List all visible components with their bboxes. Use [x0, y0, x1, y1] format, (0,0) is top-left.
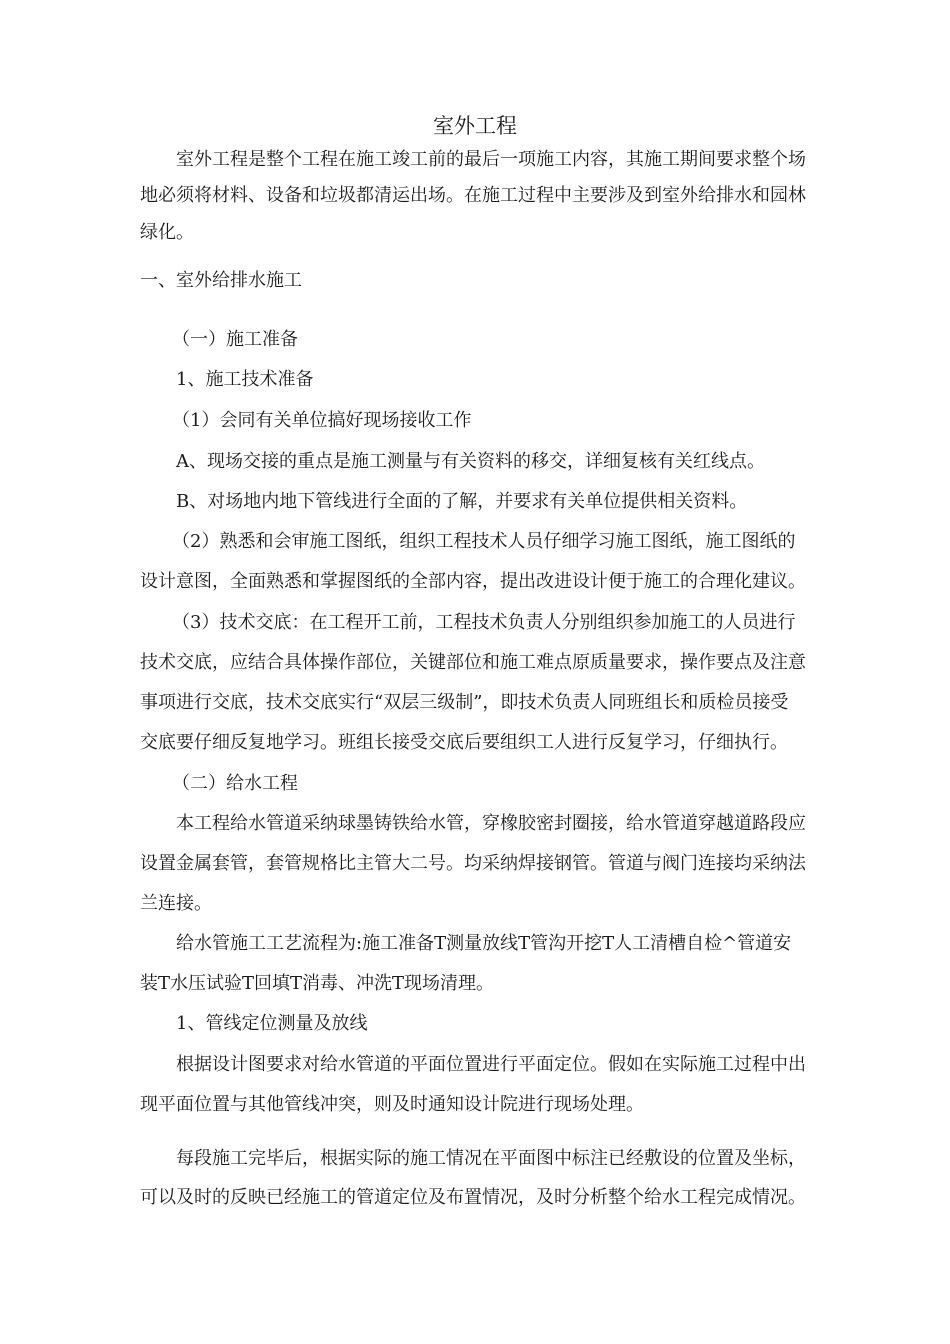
paragraph-line: 本工程给水管道采纳球墨铸铁给水管，穿橡胶密封圈接，给水管道穿越道路段应 [176, 813, 806, 834]
subsection-heading: 1、管线定位测量及放线 [176, 1013, 368, 1034]
paragraph-line: 装T水压试验T回填T消毒、冲洗T现场清理。 [140, 973, 495, 994]
paragraph-line: 根据设计图要求对给水管道的平面位置进行平面定位。假如在实际施工过程中出 [176, 1054, 806, 1075]
subsection-heading: （一）施工准备 [172, 329, 298, 350]
subsection-heading: （二）给水工程 [172, 773, 298, 794]
paragraph-line: 绿化。 [140, 222, 194, 243]
subsection-heading: 1、施工技术准备 [176, 369, 314, 390]
paragraph-line: 可以及时的反映已经施工的管道定位及布置情况，及时分析整个给水工程完成情况。 [140, 1187, 806, 1208]
paragraph-line: （1）会同有关单位搞好现场接收工作 [172, 410, 472, 431]
paragraph-line: A、现场交接的重点是施工测量与有关资料的移交，详细复核有关红线点。 [176, 451, 765, 472]
paragraph-line: 设计意图，全面熟悉和掌握图纸的全部内容，提出改进设计便于施工的合理化建议。 [140, 571, 806, 592]
paragraph-line: 现平面位置与其他管线冲突，则及时通知设计院进行现场处理。 [140, 1094, 644, 1115]
paragraph-line: B、对场地内地下管线进行全面的了解，并要求有关单位提供相关资料。 [176, 491, 748, 512]
paragraph-line: （3）技术交底：在工程开工前，工程技术负责人分别组织参加施工的人员进行 [172, 612, 796, 633]
paragraph-line: 事项进行交底，技术交底实行“双层三级制”，即技术负责人同班组长和质检员接受 [140, 692, 789, 713]
paragraph-line: 每段施工完毕后，根据实际的施工情况在平面图中标注已经敷设的位置及坐标， [176, 1148, 806, 1169]
paragraph-line: 技术交底，应结合具体操作部位，关键部位和施工难点原质量要求，操作要点及注意 [140, 652, 806, 673]
paragraph-line: 设置金属套管，套管规格比主管大二号。均采纳焊接钢管。管道与阀门连接均采纳法 [140, 853, 806, 874]
paragraph-line: 兰连接。 [140, 893, 212, 914]
paragraph-line: 室外工程是整个工程在施工竣工前的最后一项施工内容，其施工期间要求整个场 [176, 149, 806, 170]
paragraph-line: 给水管施工工艺流程为:施工准备T测量放线T管沟开挖T人工清槽自检^管道安 [176, 933, 792, 954]
paragraph-line: 交底要仔细反复地学习。班组长接受交底后要组织工人进行反复学习，仔细执行。 [140, 732, 788, 753]
section-heading: 一、室外给排水施工 [140, 270, 302, 291]
paragraph-line: （2）熟悉和会审施工图纸，组织工程技术人员仔细学习施工图纸，施工图纸的 [172, 531, 796, 552]
paragraph-line: 地必须将材料、设备和垃圾都清运出场。在施工过程中主要涉及到室外给排水和园林 [140, 185, 806, 206]
document-title: 室外工程 [433, 114, 517, 138]
